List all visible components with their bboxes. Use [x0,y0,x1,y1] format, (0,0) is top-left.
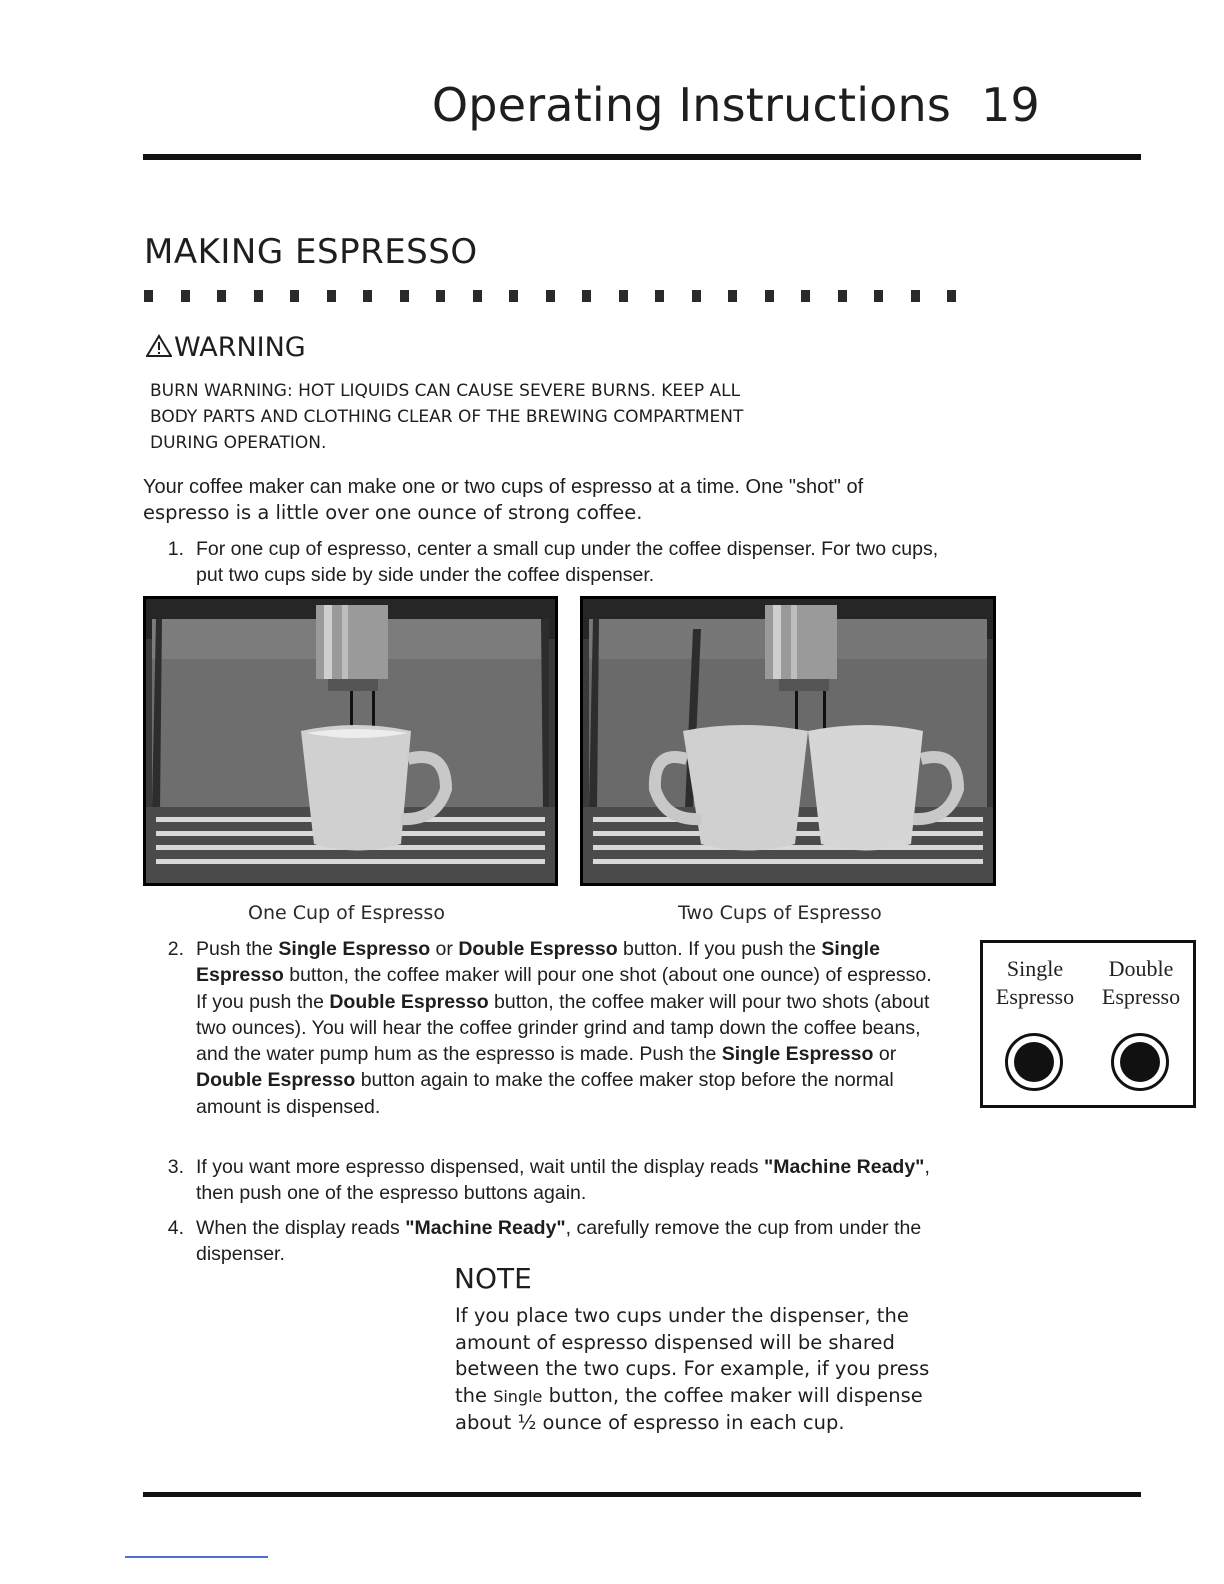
warning-line: DURING OPERATION. [150,433,327,453]
single-espresso-button[interactable] [1005,1033,1063,1091]
panel-label-line: Double [1108,956,1174,981]
step-text: or [873,1043,897,1066]
single-espresso-label [983,955,1087,1011]
warning-line: BODY PARTS AND CLOTHING CLEAR OF THE BREWING COMPARTMENT [150,407,744,427]
header-rule [143,154,1141,160]
step-emphasis: Double Espresso [458,938,618,960]
warning-triangle-icon [146,334,172,358]
step-text: When the display reads [196,1217,406,1239]
page-number: 19 [981,78,1040,132]
note-title: NOTE [454,1262,532,1295]
intro-line: Your coffee maker can make one or two cups of espresso at a time. One "shot" of [143,476,864,498]
step-text: or [430,938,459,960]
double-espresso-button[interactable] [1111,1033,1169,1091]
page-header [140,78,1040,132]
step-emphasis: "Machine Ready" [763,1156,925,1178]
intro-paragraph [143,474,1003,526]
step-text: button, the coffee maker will pour one shot (about one ounce) of espresso. If you push the [196,964,932,1013]
step-number: 3. [167,1156,184,1178]
warning-title: WARNING [174,332,306,363]
note-button-name: Single [493,1386,543,1406]
intro-line: espresso is a little over one ounce of strong coffee. [143,501,643,524]
step-text: For one cup of espresso, center a small cup under the coffee dispenser. For two cups, put two cups side by side under the coffee dispenser. [196,538,939,587]
espresso-button-panel [980,940,1196,1108]
step-number: 4. [167,1217,184,1239]
panel-label-line: Single [1006,956,1064,981]
step-emphasis: Double Espresso [329,990,489,1013]
double-espresso-label [1089,955,1193,1011]
section-title: MAKING ESPRESSO [144,232,478,272]
step-number: 1. [167,538,184,560]
panel-label-line: Espresso [1101,984,1181,1009]
page-title: Operating Instructions [431,78,952,132]
step-text: If you want more espresso dispensed, wait until the display reads [196,1156,764,1178]
photo-one-cup [143,596,558,886]
panel-label-line: Espresso [995,984,1075,1009]
photo-two-cups [580,596,996,886]
step-2 [167,936,936,1120]
warning-line: BURN WARNING: HOT LIQUIDS CAN CAUSE SEVERE BURNS. KEEP ALL [150,381,741,401]
caption-one-cup: One Cup of Espresso [248,902,445,924]
footer-rule [143,1492,1141,1497]
two-cups-illustration [583,599,993,883]
note-body: If you place two cups under the dispenser, the amount of espresso dispensed will be shared between the two cups. For example, if you press the [455,1304,930,1407]
step-text: button, the coffee maker will pour two shots (about two ounces). You will hear the coffee grinder grind and tamp down the coffee beans, and the water pump hum as the espresso is made. Push the [196,990,930,1066]
warning-heading [146,332,306,363]
step-4 [167,1215,936,1268]
section-divider-dots [144,290,956,304]
step-text: Push the [196,938,279,960]
footer-link-underline [125,1556,268,1558]
step-text: , then push one of the espresso buttons again. [196,1156,930,1205]
step-emphasis: "Machine Ready" [405,1217,566,1239]
one-cup-illustration [146,599,555,883]
warning-text [150,378,850,456]
step-text: button. If you push the [617,938,822,960]
step-1 [167,536,956,589]
step-3 [167,1154,956,1207]
step-emphasis: Double Espresso [196,1069,356,1092]
step-text: button again to make the coffee maker stop before the normal amount is dispensed. [196,1069,894,1118]
step-emphasis: Single Espresso [196,938,880,987]
note-text [455,1303,955,1437]
caption-two-cups: Two Cups of Espresso [678,902,882,924]
note-body: button, the coffee maker will dispense about ½ ounce of espresso in each cup. [455,1383,923,1434]
step-emphasis: Single Espresso [721,1043,874,1066]
step-text: , carefully remove the cup from under the dispenser. [196,1217,922,1266]
step-number: 2. [167,938,184,960]
step-emphasis: Single Espresso [278,938,431,960]
